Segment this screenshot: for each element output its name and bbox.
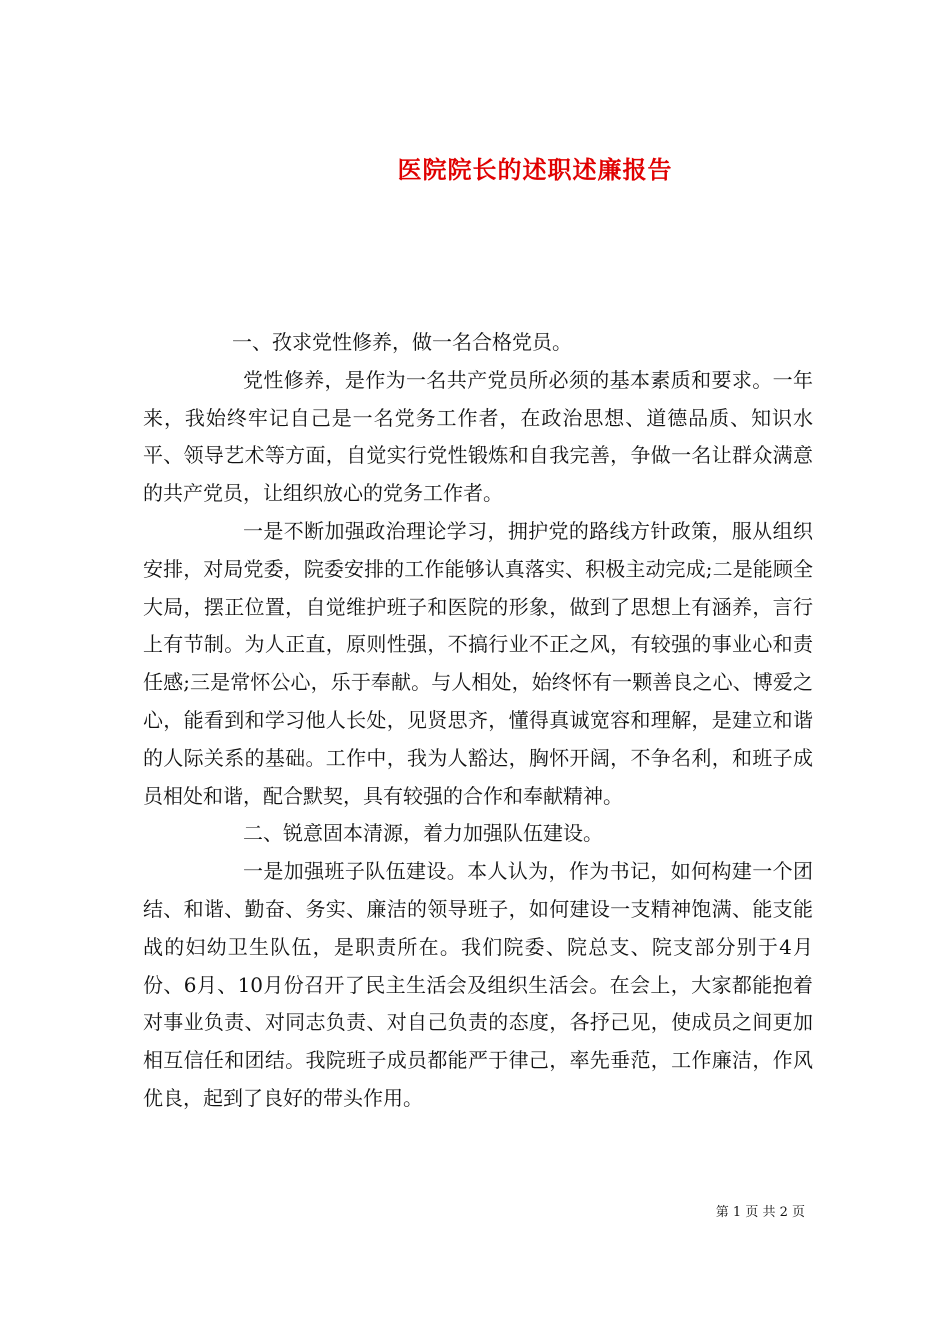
paragraph-1: 党性修养，是作为一名共产党员所必须的基本素质和要求。一年来，我始终牢记自己是一名党务工作者，在政治思想、道德品质、知识水平、领导艺术等方面，自觉实行党性锻炼和自我完善，争做一名让群众满意的共产党员，让组织放心的党务工作者。 [143, 367, 813, 506]
page-number-footer: 第 1 页 共 2 页 [715, 1205, 805, 1220]
paragraph-2: 一是不断加强政治理论学习，拥护党的路线方针政策，服从组织安排，对局党委，院委安排的工作能够认真落实、积极主动完成;二是能顾全大局，摆正位置，自觉维护班子和医院的形象，做到了思想上有涵养，言行上有节制。为人正直，原则性强，不搞行业不正之风，有较强的事业心和责任感;三是常怀公心，乐于奉献。与人相处，始终怀有一颗善良之心、博爱之心，能看到和学习他人长处，见贤思齐，懂得真诚宽容和理解，是建立和谐的人际关系的基础。工作中，我为人豁达，胸怀开阔，不争名利，和班子成员相处和谐，配合默契，具有较强的合作和奉献精神。 [143, 518, 813, 808]
document-body [143, 324, 813, 1118]
section-heading-2: 二、锐意固本清源，着力加强队伍建设。 [243, 821, 603, 846]
document-title: 医院院长的述职述廉报告 [397, 155, 673, 185]
section-heading-1: 一、孜求党性修养，做一名合格党员。 [232, 330, 572, 354]
paragraph-3: 一是加强班子队伍建设。本人认为，作为书记，如何构建一个团结、和谐、勤奋、务实、廉洁的领导班子，如何建设一支精神饱满、能支能战的妇幼卫生队伍，是职责所在。我们院委、院总支、院支部分别于4月份、6月、10月份召开了民主生活会及组织生活会。在会上，大家都能抱着对事业负责、对同志负责、对自己负责的态度，各抒己见，使成员之间更加相互信任和团结。我院班子成员都能严于律己，率先垂范，工作廉洁，作风优良，起到了良好的带头作用。 [143, 859, 813, 1110]
